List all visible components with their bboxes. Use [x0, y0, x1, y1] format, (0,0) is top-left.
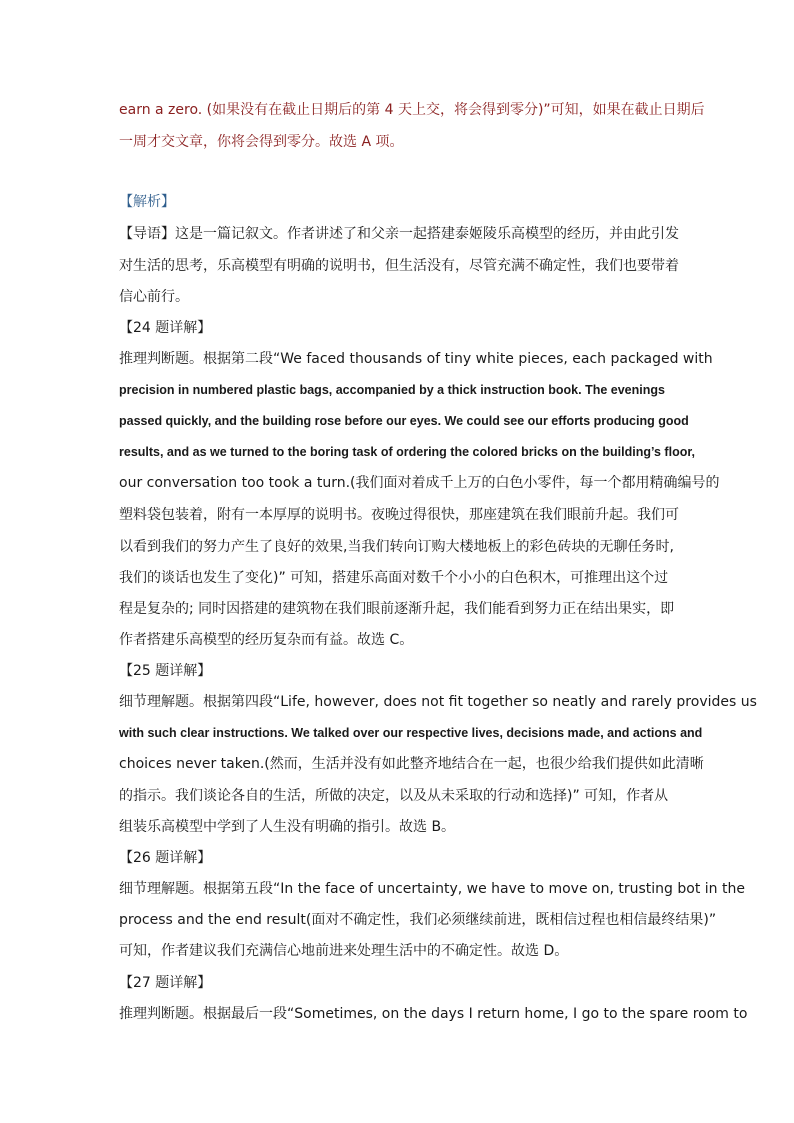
- q24-line: 推理判断题。根据第二段“We faced thousands of tiny white pieces, each packaged with: [119, 351, 713, 367]
- q24-line: passed quickly, and the building rose before our eyes. We could see our efforts producing good: [119, 414, 689, 428]
- q25-line: with such clear instructions. We talked over our respective lives, decisions made, and actions and: [119, 726, 703, 740]
- q24-line: 作者搭建乐高模型的经历复杂而有益。故选 C。: [119, 632, 414, 648]
- q27-line: 推理判断题。根据最后一段“Sometimes, on the days I return home, I go to the spare room to: [119, 1006, 748, 1022]
- q26-line: 细节理解题。根据第五段“In the face of uncertainty, we have to move on, trusting bot in the: [119, 881, 745, 897]
- intro-line: 【导语】这是一篇记叙文。作者讲述了和父亲一起搭建泰姬陵乐高模型的经历，并由此引发: [119, 226, 679, 242]
- q24-line: 我们的谈话也发生了变化)” 可知，搭建乐高面对数千个小小的白色积木，可推理出这个过: [119, 570, 669, 586]
- q25-line: 细节理解题。根据第四段“Life, however, does not fit together so neatly and rarely provides us: [119, 694, 757, 710]
- q24-heading: 【24 题详解】: [119, 320, 212, 336]
- q25-line: 的指示。我们谈论各自的生活，所做的决定，以及从未采取的行动和选择)” 可知，作者从: [119, 788, 669, 804]
- q27-heading: 【27 题详解】: [119, 975, 212, 991]
- q25-line: 组装乐高模型中学到了人生没有明确的指引。故选 B。: [119, 819, 456, 835]
- prev-answer-line: 一周才交文章，你将会得到零分。故选 A 项。: [119, 134, 404, 150]
- analysis-heading: 【解析】: [119, 194, 175, 210]
- q26-line: 可知，作者建议我们充满信心地前进来处理生活中的不确定性。故选 D。: [119, 943, 569, 959]
- q24-line: results, and as we turned to the boring task of ordering the colored bricks on the building’s floor,: [119, 445, 695, 459]
- q25-heading: 【25 题详解】: [119, 663, 212, 679]
- intro-line: 信心前行。: [119, 289, 189, 305]
- q24-line: 以看到我们的努力产生了良好的效果,当我们转向订购大楼地板上的彩色砖块的无聊任务时,: [119, 539, 674, 555]
- q24-line: precision in numbered plastic bags, accompanied by a thick instruction book. The evenings: [119, 383, 665, 397]
- prev-answer-line: earn a zero. (如果没有在截止日期后的第 4 天上交，将会得到零分)”可知，如果在截止日期后: [119, 102, 705, 118]
- q26-heading: 【26 题详解】: [119, 850, 212, 866]
- q25-line: choices never taken.(然而，生活并没有如此整齐地结合在一起，也很少给我们提供如此清晰: [119, 756, 704, 772]
- q24-line: 塑料袋包装着，附有一本厚厚的说明书。夜晚过得很快，那座建筑在我们眼前升起。我们可: [119, 507, 679, 523]
- intro-line: 对生活的思考，乐高模型有明确的说明书，但生活没有，尽管充满不确定性，我们也要带着: [119, 258, 679, 274]
- q24-line: our conversation too took a turn.(我们面对着成千上万的白色小零件，每一个都用精确编号的: [119, 475, 720, 491]
- q26-line: process and the end result(面对不确定性，我们必须继续前进，既相信过程也相信最终结果)”: [119, 912, 717, 928]
- q24-line: 程是复杂的; 同时因搭建的建筑物在我们眼前逐渐升起，我们能看到努力正在结出果实，即: [119, 601, 675, 617]
